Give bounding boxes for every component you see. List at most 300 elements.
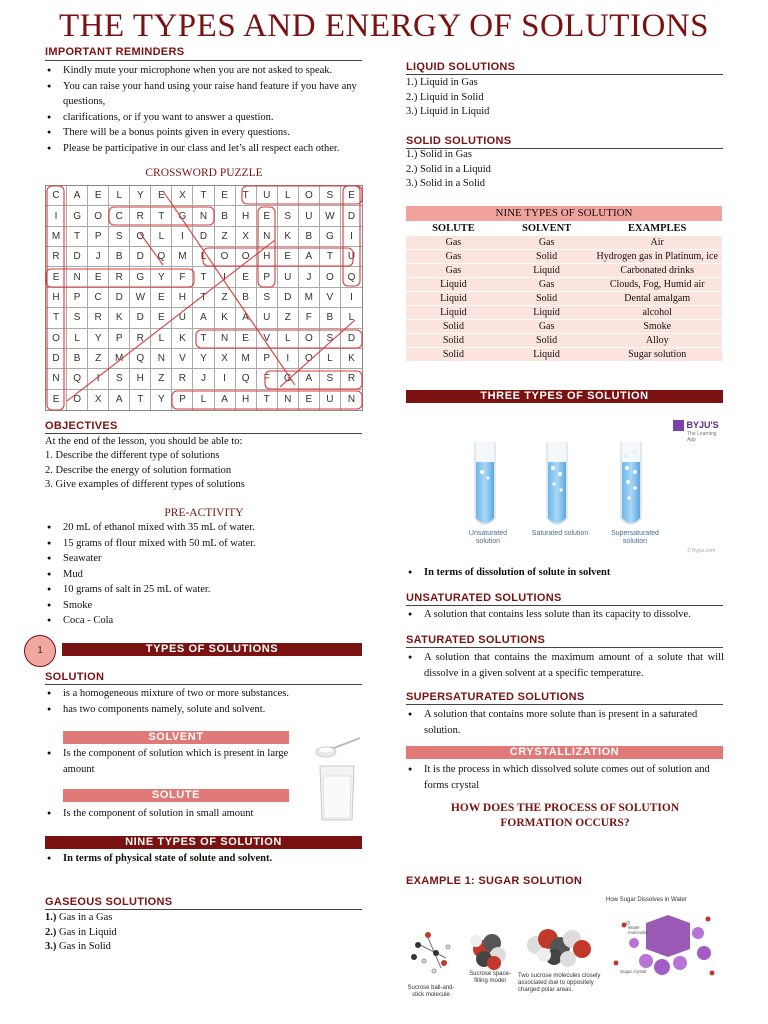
crossword-cell: D bbox=[278, 288, 299, 308]
crossword-cell: T bbox=[193, 329, 214, 349]
crossword-cell: B bbox=[236, 288, 257, 308]
list-item: ● Is the component of solution which is present in large amount bbox=[45, 746, 293, 777]
crossword-cell: G bbox=[172, 206, 193, 226]
crossword-cell: U bbox=[320, 390, 341, 410]
table-cell: Gas bbox=[501, 278, 593, 292]
example1-heading: EXAMPLE 1: SUGAR SOLUTION bbox=[406, 875, 583, 887]
crossword-cell: E bbox=[278, 247, 299, 267]
table-cell: Solid bbox=[406, 348, 501, 362]
sugar-dissolving-figure bbox=[406, 893, 723, 1015]
solute-band: SOLUTE bbox=[63, 789, 289, 802]
tube-label: Saturated solution bbox=[531, 530, 589, 537]
crossword-cell: Y bbox=[88, 329, 109, 349]
table-cell: Solid bbox=[501, 292, 593, 306]
crystallization-definition bbox=[406, 762, 724, 793]
logo-mark bbox=[673, 420, 684, 431]
crossword-cell: T bbox=[236, 186, 257, 206]
crossword-cell: D bbox=[341, 206, 362, 226]
table-cell: Solid bbox=[501, 334, 593, 348]
crossword-cell: E bbox=[236, 329, 257, 349]
list-item: ● In terms of physical state of solute and solvent. bbox=[45, 851, 365, 867]
list-item: ● has two components namely, solute and solvent. bbox=[45, 702, 365, 718]
table-cell: Gas bbox=[501, 236, 593, 250]
list-item bbox=[45, 940, 245, 955]
crossword-cell: F bbox=[172, 267, 193, 287]
crossword-cell: S bbox=[67, 308, 88, 328]
crossword-cell: R bbox=[88, 308, 109, 328]
crossword-cell: L bbox=[151, 329, 172, 349]
list-item: ● 10 grams of salt in 25 mL of water. bbox=[45, 582, 365, 598]
pre-activity-title: PRE-ACTIVITY bbox=[164, 507, 244, 519]
crossword-cell: M bbox=[236, 349, 257, 369]
crossword-cell: B bbox=[67, 349, 88, 369]
crossword-cell: O bbox=[130, 227, 151, 247]
table-cell: Liquid bbox=[501, 348, 593, 362]
crossword-cell: S bbox=[109, 369, 130, 389]
list-item: 3.) Solid in a Solid bbox=[406, 178, 486, 189]
list-number: 2.) bbox=[45, 926, 57, 938]
crossword-cell: X bbox=[172, 186, 193, 206]
crossword-cell: T bbox=[193, 186, 214, 206]
list-item: ● 15 grams of flour mixed with 50 mL of water. bbox=[45, 536, 365, 552]
dissolution-note bbox=[406, 565, 726, 581]
list-item: ● Is the component of solution in small amount bbox=[45, 806, 345, 822]
crossword-cell: R bbox=[46, 247, 67, 267]
table-row bbox=[406, 292, 722, 306]
nine-types-band: NINE TYPES OF SOLUTION bbox=[45, 836, 362, 849]
crossword-cell: O bbox=[299, 186, 320, 206]
crossword-cell: L bbox=[341, 308, 362, 328]
crossword-cell: J bbox=[88, 247, 109, 267]
crossword-cell: N bbox=[347, 394, 356, 406]
pair-label: Two sucrose molecules closely associated due to oppositely charged polar areas. bbox=[518, 973, 601, 993]
table-cell: Carbonated drinks bbox=[592, 264, 722, 278]
crossword-cell: T bbox=[257, 390, 278, 410]
crossword-cell: P bbox=[172, 390, 193, 410]
crossword-cell: L bbox=[109, 186, 130, 206]
nine-types-note bbox=[45, 851, 365, 867]
crossword-cell: R bbox=[109, 267, 130, 287]
crossword-cell: E bbox=[46, 390, 67, 410]
list-item: 3.) Liquid in Liquid bbox=[406, 106, 490, 117]
list-item: ● Mud bbox=[45, 567, 365, 583]
objectives-intro: At the end of the lesson, you should be able to: bbox=[45, 436, 243, 447]
divider bbox=[406, 647, 723, 648]
table-row bbox=[406, 236, 722, 250]
supersaturated-definition bbox=[406, 707, 724, 738]
saturated-definition bbox=[406, 650, 724, 681]
crossword-cell: P bbox=[257, 349, 278, 369]
crossword-cell: O bbox=[46, 329, 67, 349]
figure-title: How Sugar Dissolves in Water bbox=[606, 897, 687, 903]
column-header: SOLUTE bbox=[406, 222, 501, 236]
table-cell: Gas bbox=[501, 320, 593, 334]
crossword-cell: P bbox=[67, 288, 88, 308]
logo-text: BYJU'S bbox=[686, 420, 719, 430]
crossword-cell: D bbox=[193, 227, 214, 247]
reminders-list bbox=[45, 63, 365, 156]
crossword-cell: V bbox=[257, 329, 278, 349]
crossword-cell: Q bbox=[130, 349, 151, 369]
crossword-cell: E bbox=[151, 308, 172, 328]
crossword-cell: K bbox=[109, 308, 130, 328]
crossword-cell: O bbox=[236, 247, 257, 267]
table-row bbox=[406, 264, 722, 278]
crossword-cell: H bbox=[130, 369, 151, 389]
space-filling-model bbox=[470, 934, 506, 970]
crossword-cell: M bbox=[46, 227, 67, 247]
crossword-cell: K bbox=[278, 227, 299, 247]
crossword-cell: Z bbox=[151, 369, 172, 389]
table-cell: Liquid bbox=[406, 278, 501, 292]
crossword-cell: H bbox=[257, 247, 278, 267]
crossword-cell: T bbox=[67, 227, 88, 247]
crossword-cell: H bbox=[236, 390, 257, 410]
divider bbox=[45, 909, 362, 910]
divider bbox=[406, 74, 723, 75]
list-item: 2. Describe the energy of solution formation bbox=[45, 464, 232, 476]
crossword-cell: Q bbox=[151, 247, 172, 267]
formation-question: HOW DOES THE PROCESS OF SOLUTION FORMATION OCCURS? bbox=[450, 802, 680, 829]
crossword-cell: A bbox=[299, 247, 320, 267]
crossword-cell: Z bbox=[215, 288, 236, 308]
crossword-cell: D bbox=[130, 308, 151, 328]
two-sucrose-molecules bbox=[527, 929, 591, 967]
crossword-cell: P bbox=[257, 267, 278, 287]
list-number: 3.) bbox=[45, 941, 57, 952]
crossword-cell: V bbox=[172, 349, 193, 369]
crossword-cell: S bbox=[320, 186, 341, 206]
list-item: ● Seawater bbox=[45, 551, 365, 567]
list-text: Gas in Liquid bbox=[59, 926, 117, 938]
objectives-list bbox=[45, 449, 365, 493]
figure-credit: © Byjus.com bbox=[687, 548, 716, 554]
crossword-cell: Y bbox=[151, 267, 172, 287]
crossword-cell: L bbox=[278, 329, 299, 349]
crossword-cell: H bbox=[236, 206, 257, 226]
column-header: EXAMPLES bbox=[592, 222, 722, 236]
crossword-cell: O bbox=[67, 390, 88, 410]
tube-supersaturated bbox=[621, 442, 641, 524]
crossword-cell: U bbox=[172, 308, 193, 328]
crossword-cell: L bbox=[193, 247, 214, 267]
table-cell: Solid bbox=[406, 320, 501, 334]
crossword-cell: L bbox=[320, 349, 341, 369]
crossword-cell: R bbox=[341, 369, 362, 389]
table-caption: NINE TYPES OF SOLUTION bbox=[406, 206, 722, 222]
crossword-title: CROSSWORD PUZZLE bbox=[145, 167, 263, 179]
crossword-cell: H bbox=[172, 288, 193, 308]
solvent-definition bbox=[45, 746, 293, 777]
crossword-cell: Z bbox=[278, 308, 299, 328]
table-cell: Air bbox=[592, 236, 722, 250]
crossword-cell: X bbox=[215, 349, 236, 369]
crossword-cell: I bbox=[215, 369, 236, 389]
crossword-cell: N bbox=[46, 369, 67, 389]
crossword-cell: U bbox=[299, 206, 320, 226]
table-cell: Gas bbox=[406, 236, 501, 250]
crystallization-band: CRYSTALLIZATION bbox=[406, 746, 723, 759]
crossword-cell: S bbox=[257, 288, 278, 308]
crossword-cell: G bbox=[278, 369, 299, 389]
crossword-cell: T bbox=[130, 390, 151, 410]
crossword-cell: N bbox=[67, 267, 88, 287]
crossword-cell: G bbox=[320, 227, 341, 247]
crossword-cell: L bbox=[67, 329, 88, 349]
unsaturated-definition bbox=[406, 607, 724, 623]
crossword-cell: I bbox=[46, 206, 67, 226]
list-item: 1. Describe the different type of solutions bbox=[45, 450, 220, 461]
logo-subtitle: The Learning App bbox=[687, 431, 717, 443]
divider bbox=[406, 704, 723, 705]
crossword-cell: W bbox=[320, 206, 341, 226]
crossword-cell: Y bbox=[193, 349, 214, 369]
crossword-cell: M bbox=[299, 288, 320, 308]
crossword-cell: E bbox=[341, 186, 362, 206]
crossword-cell: B bbox=[299, 227, 320, 247]
crossword-cell: E bbox=[151, 288, 172, 308]
crossword-cell: D bbox=[341, 329, 362, 349]
crossword-cell: I bbox=[278, 349, 299, 369]
list-text: Gas in a Gas bbox=[59, 912, 113, 923]
crossword-cell: A bbox=[299, 369, 320, 389]
list-item: ● clarifications, or if you want to answer a question. bbox=[45, 110, 365, 126]
tube-unsaturated bbox=[475, 442, 495, 524]
table-cell: Hydrogen gas in Platinum, ice bbox=[592, 250, 722, 264]
crossword-cell: O bbox=[299, 329, 320, 349]
saturated-heading: SATURATED SOLUTIONS bbox=[406, 634, 546, 646]
crossword-cell: E bbox=[46, 267, 67, 287]
table-row bbox=[406, 278, 722, 292]
crossword-cell: A bbox=[236, 308, 257, 328]
crossword-cell: U bbox=[257, 186, 278, 206]
crossword-cell: X bbox=[88, 390, 109, 410]
crossword-cell: S bbox=[320, 329, 341, 349]
column-header: SOLVENT bbox=[501, 222, 593, 236]
byjus-logo bbox=[673, 420, 719, 431]
table-row bbox=[406, 250, 722, 264]
crossword-cell: N bbox=[278, 390, 299, 410]
crossword-cell: E bbox=[151, 186, 172, 206]
list-item: 2.) Solid in a Liquid bbox=[406, 163, 491, 175]
crossword-cell: T bbox=[151, 206, 172, 226]
list-item: ● You can raise your hand using your raise hand feature if you have any questions, bbox=[45, 79, 365, 110]
crossword-cell: A bbox=[109, 390, 130, 410]
crossword-cell: Q bbox=[236, 369, 257, 389]
list-item: 1.) Solid in Gas bbox=[406, 149, 472, 160]
table-cell: alcohol bbox=[592, 306, 722, 320]
crossword-cell: R bbox=[130, 206, 151, 226]
crossword-cell: Z bbox=[88, 349, 109, 369]
crossword-cell: S bbox=[278, 206, 299, 226]
crossword-cell: L bbox=[151, 227, 172, 247]
gaseous-heading: GASEOUS SOLUTIONS bbox=[45, 896, 173, 908]
list-item bbox=[45, 911, 245, 926]
crossword-cell: W bbox=[130, 288, 151, 308]
crossword-cell: B bbox=[320, 308, 341, 328]
liquid-heading: LIQUID SOLUTIONS bbox=[406, 61, 516, 73]
crossword-cell: A bbox=[193, 308, 214, 328]
crossword-cell: I bbox=[341, 227, 362, 247]
ball-stick-label: Sucrose ball-and-stick molecule bbox=[407, 985, 455, 998]
crossword-cell: P bbox=[109, 329, 130, 349]
list-item: ● It is the process in which dissolved solute comes out of solution and forms crystal bbox=[406, 762, 724, 793]
list-item: ● 20 mL of ethanol mixed with 35 mL of water. bbox=[45, 520, 365, 536]
section-number-badge: 1 bbox=[24, 635, 56, 667]
page-title: THE TYPES AND ENERGY OF SOLUTIONS bbox=[59, 8, 709, 44]
divider bbox=[45, 684, 362, 685]
crossword-cell: N bbox=[151, 349, 172, 369]
crossword-cell: B bbox=[109, 247, 130, 267]
divider bbox=[406, 605, 723, 606]
table-cell: Alloy bbox=[592, 334, 722, 348]
list-item: 1.) Liquid in Gas bbox=[406, 77, 478, 88]
objectives-heading: OBJECTIVES bbox=[45, 420, 118, 432]
water-molecules-label: Water molecules bbox=[628, 925, 649, 935]
solid-heading: SOLID SOLUTIONS bbox=[406, 135, 512, 147]
crossword-cell: T bbox=[193, 288, 214, 308]
types-of-solutions-band: TYPES OF SOLUTIONS bbox=[62, 643, 362, 656]
list-item: ● Smoke bbox=[45, 598, 365, 614]
crossword-cell: I bbox=[341, 288, 362, 308]
list-item: 2.) Liquid in Solid bbox=[406, 91, 484, 103]
gaseous-list bbox=[45, 911, 245, 955]
crossword-cell: E bbox=[257, 206, 278, 226]
crossword-cell: C bbox=[109, 206, 130, 226]
crossword-cell: N bbox=[257, 227, 278, 247]
crossword-cell: O bbox=[320, 267, 341, 287]
crossword-cell: C bbox=[88, 288, 109, 308]
crossword-cell: F bbox=[257, 369, 278, 389]
table-cell: Liquid bbox=[501, 264, 593, 278]
list-item: ● A solution that contains less solute than its capacity to dissolve. bbox=[406, 607, 724, 623]
crossword-cell: T bbox=[193, 267, 214, 287]
crossword-cell: G bbox=[130, 267, 151, 287]
crossword-cell: D bbox=[46, 349, 67, 369]
supersaturated-heading: SUPERSATURATED SOLUTIONS bbox=[406, 691, 585, 703]
crossword-cell: O bbox=[299, 349, 320, 369]
solvent-band: SOLVENT bbox=[63, 731, 289, 744]
list-item bbox=[45, 926, 245, 941]
list-item: ● A solution that contains more solute than is present in a saturated solution. bbox=[406, 707, 724, 738]
crossword-cell: H bbox=[46, 288, 67, 308]
crossword-cell: X bbox=[236, 227, 257, 247]
list-number: 1.) bbox=[45, 912, 57, 923]
unsaturated-heading: UNSATURATED SOLUTIONS bbox=[406, 592, 562, 604]
crossword-cell: E bbox=[88, 186, 109, 206]
divider bbox=[45, 60, 362, 61]
table-row bbox=[406, 348, 722, 362]
table-cell: Liquid bbox=[406, 292, 501, 306]
list-item: ● Coca - Cola bbox=[45, 613, 365, 629]
crossword-cell: P bbox=[88, 227, 109, 247]
list-item: ● A solution that contains the maximum amount of a solute that will dissolve in a given solvent at a specific temperature. bbox=[406, 650, 724, 681]
list-item: ● In terms of dissolution of solute in solvent bbox=[406, 565, 726, 581]
crossword-cell: G bbox=[67, 206, 88, 226]
list-item: ● is a homogeneous mixture of two or more substances. bbox=[45, 686, 365, 702]
table-cell: Liquid bbox=[406, 306, 501, 320]
crossword-cell: R bbox=[130, 329, 151, 349]
crossword-cell: M bbox=[109, 349, 130, 369]
solution-list bbox=[45, 686, 365, 717]
crossword-cell: D bbox=[130, 247, 151, 267]
liquid-list bbox=[406, 76, 706, 120]
crossword-cell: S bbox=[320, 369, 341, 389]
crossword-cell: E bbox=[236, 267, 257, 287]
crossword-cell: O bbox=[215, 247, 236, 267]
crossword-cell: U bbox=[257, 308, 278, 328]
crossword-cell: A bbox=[215, 390, 236, 410]
crossword-cell: U bbox=[278, 267, 299, 287]
table-row bbox=[406, 306, 722, 320]
crossword-cell: F bbox=[299, 308, 320, 328]
table-cell: Gas bbox=[406, 264, 501, 278]
crossword-cell: I bbox=[215, 267, 236, 287]
table-cell: Sugar solution bbox=[592, 348, 722, 362]
crossword-cell: N bbox=[193, 206, 214, 226]
crossword-cell: O bbox=[88, 206, 109, 226]
crossword-cell: Q bbox=[341, 267, 362, 287]
tube-saturated bbox=[547, 442, 567, 524]
table-row bbox=[406, 334, 722, 348]
table-cell: Clouds, Fog, Humid air bbox=[592, 278, 722, 292]
table-cell: Solid bbox=[501, 250, 593, 264]
tube-label: Unsaturated solution bbox=[468, 530, 508, 545]
crossword-cell: Z bbox=[215, 227, 236, 247]
crossword-cell: B bbox=[215, 206, 236, 226]
crossword-cell: D bbox=[67, 247, 88, 267]
crossword-cell: E bbox=[299, 390, 320, 410]
tubes-drawing bbox=[455, 438, 665, 530]
crossword-cell: E bbox=[215, 186, 236, 206]
crossword-cell: Y bbox=[130, 186, 151, 206]
table-cell: Smoke bbox=[592, 320, 722, 334]
list-item: ● There will be a bonus points given in every questions. bbox=[45, 125, 365, 141]
crossword-cell: V bbox=[320, 288, 341, 308]
table-cell: Gas bbox=[406, 250, 501, 264]
crossword-cell: T bbox=[46, 308, 67, 328]
crossword-cell: A bbox=[67, 186, 88, 206]
solid-list bbox=[406, 148, 706, 192]
reminders-heading: IMPORTANT REMINDERS bbox=[45, 46, 185, 58]
crossword-cell: J bbox=[299, 267, 320, 287]
crossword-cell: S bbox=[109, 227, 130, 247]
space-filling-label: Sucrose space-filling model bbox=[469, 971, 511, 984]
crossword-cell: L bbox=[193, 390, 214, 410]
table-cell: Solid bbox=[406, 334, 501, 348]
list-item: ● Please be participative in our class and let’s all respect each other. bbox=[45, 141, 365, 157]
crossword-cell: D bbox=[109, 288, 130, 308]
sugar-crystal-label: Sugar crystal bbox=[620, 969, 647, 974]
three-types-band: THREE TYPES OF SOLUTION bbox=[406, 390, 723, 403]
table-cell: Dental amalgam bbox=[592, 292, 722, 306]
ball-and-stick-molecule bbox=[411, 932, 450, 973]
nine-types-table bbox=[406, 206, 722, 362]
test-tubes-figure bbox=[455, 418, 723, 558]
crossword-cell: K bbox=[341, 349, 362, 369]
crossword-cell: K bbox=[215, 308, 236, 328]
crossword-cell: E bbox=[88, 267, 109, 287]
tube-label: Supersaturated solution bbox=[611, 530, 659, 545]
crossword-cell: I bbox=[88, 369, 109, 389]
table-row bbox=[406, 320, 722, 334]
list-item: ● Kindly mute your microphone when you are not asked to speak. bbox=[45, 63, 365, 79]
crossword-cell: U bbox=[341, 247, 362, 267]
crossword-cell: J bbox=[193, 369, 214, 389]
crossword-cell: T bbox=[320, 247, 341, 267]
crossword-cell: R bbox=[172, 369, 193, 389]
crossword-grid bbox=[45, 185, 363, 411]
